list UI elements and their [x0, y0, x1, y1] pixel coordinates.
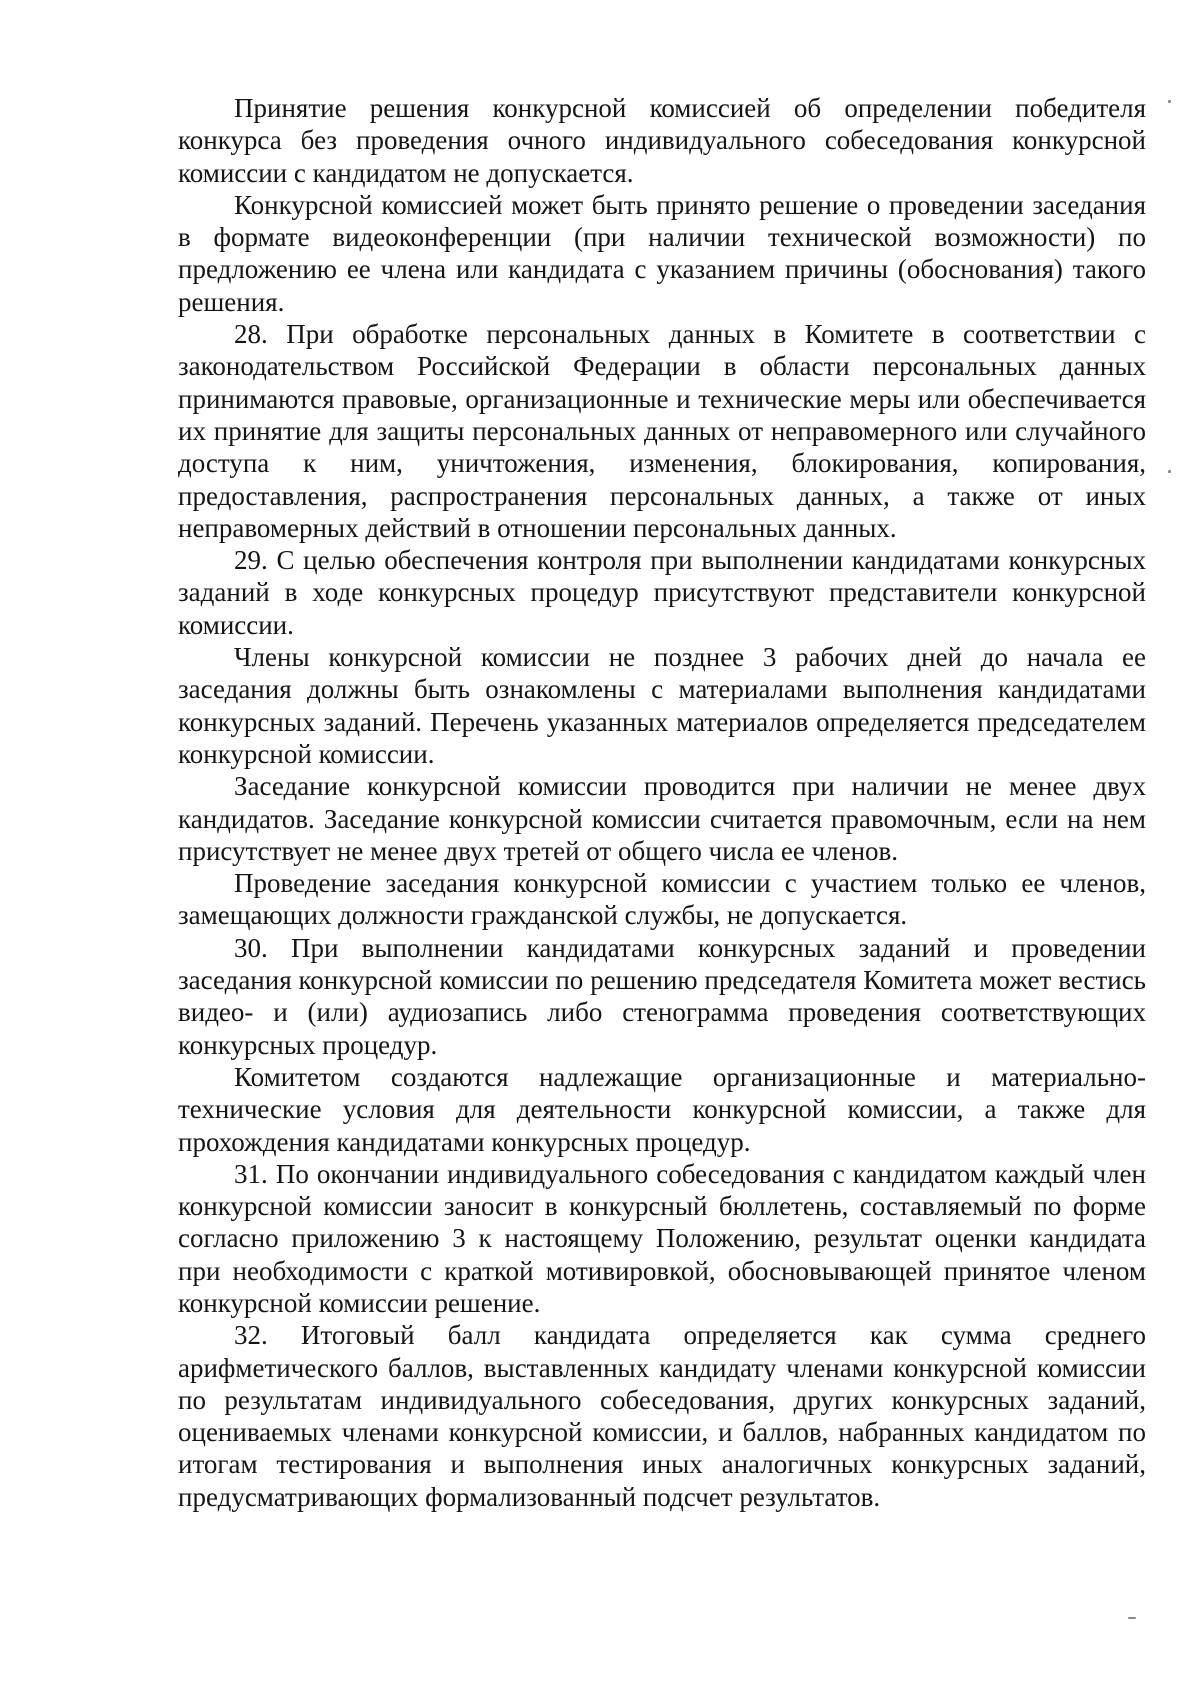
paragraph-30: 30. При выполнении кандидатами конкурсных заданий и проведении заседания конкурсной комиссии по решению председателя Комитета может вестись видео- и (или) аудиозапись либо стенограмма проведения соответствующих конкурсных процедур. [178, 932, 1146, 1060]
scan-speck [1168, 100, 1171, 103]
paragraph-32: 32. Итоговый балл кандидата определяется как сумма среднего арифметического баллов, выставленных кандидату членами конкурсной комиссии по результатам индивидуального собеседования, других конкурсных заданий, оцениваемых членами конкурсной комиссии, и баллов, набранных кандидатом по итогам тестирования и выполнения иных аналогичных конкурсных заданий, предусматривающих формализованный подсчет результатов. [178, 1320, 1146, 1512]
scan-speck [1168, 470, 1171, 473]
paragraph-members-familiarization: Члены конкурсной комиссии не позднее 3 рабочих дней до начала ее заседания должны быть ознакомлены с материалами выполнения кандидатами конкурсных заданий. Перечень указанных материалов определяется председателем конкурсной комиссии. [178, 642, 1146, 769]
scan-speck [1128, 1617, 1136, 1619]
paragraph-civil-service-members: Проведение заседания конкурсной комиссии с участием только ее членов, замещающих должности гражданской службы, не допускается. [178, 868, 1146, 931]
paragraph-quorum: Заседание конкурсной комиссии проводится при наличии не менее двух кандидатов. Заседание конкурсной комиссии считается правомочным, если на нем присутствует не менее двух третей от общего числа ее членов. [178, 771, 1146, 866]
paragraph-31: 31. По окончании индивидуального собеседования с кандидатом каждый член конкурсной комиссии заносит в конкурсный бюллетень, составляемый по форме согласно приложению 3 к настоящему Положению, результат оценки кандидата при необходимости с краткой мотивировкой, обосновывающей принятое членом конкурсной комиссии решение. [178, 1158, 1146, 1318]
paragraph-videoconference: Конкурсной комиссией может быть принято решение о проведении заседания в формате видеоконференции (при наличии технической возможности) по предложению ее члена или кандидата с указанием причины (обоснования) такого решения. [178, 189, 1146, 317]
paragraph-winner-decision: Принятие решения конкурсной комиссией об определении победителя конкурса без проведения очного индивидуального собеседования конкурсной комиссии с кандидатом не допускается. [178, 93, 1146, 188]
paragraph-29: 29. С целью обеспечения контроля при выполнении кандидатами конкурсных заданий в ходе конкурсных процедур присутствуют представители конкурсной комиссии. [178, 545, 1146, 640]
document-body [178, 92, 1146, 1513]
paragraph-conditions: Комитетом создаются надлежащие организационные и материально-технические условия для деятельности конкурсной комиссии, а также для прохождения кандидатами конкурсных процедур. [178, 1061, 1146, 1157]
paragraph-28: 28. При обработке персональных данных в Комитете в соответствии с законодательством Российской Федерации в области персональных данных принимаются правовые, организационные и технические меры или обеспечивается их принятие для защиты персональных данных от неправомерного или случайного доступа к ним, уничтожения, изменения, блокирования, копирования, предоставления, распространения персональных данных, а также от иных неправомерных действий в отношении персональных данных. [178, 319, 1146, 543]
